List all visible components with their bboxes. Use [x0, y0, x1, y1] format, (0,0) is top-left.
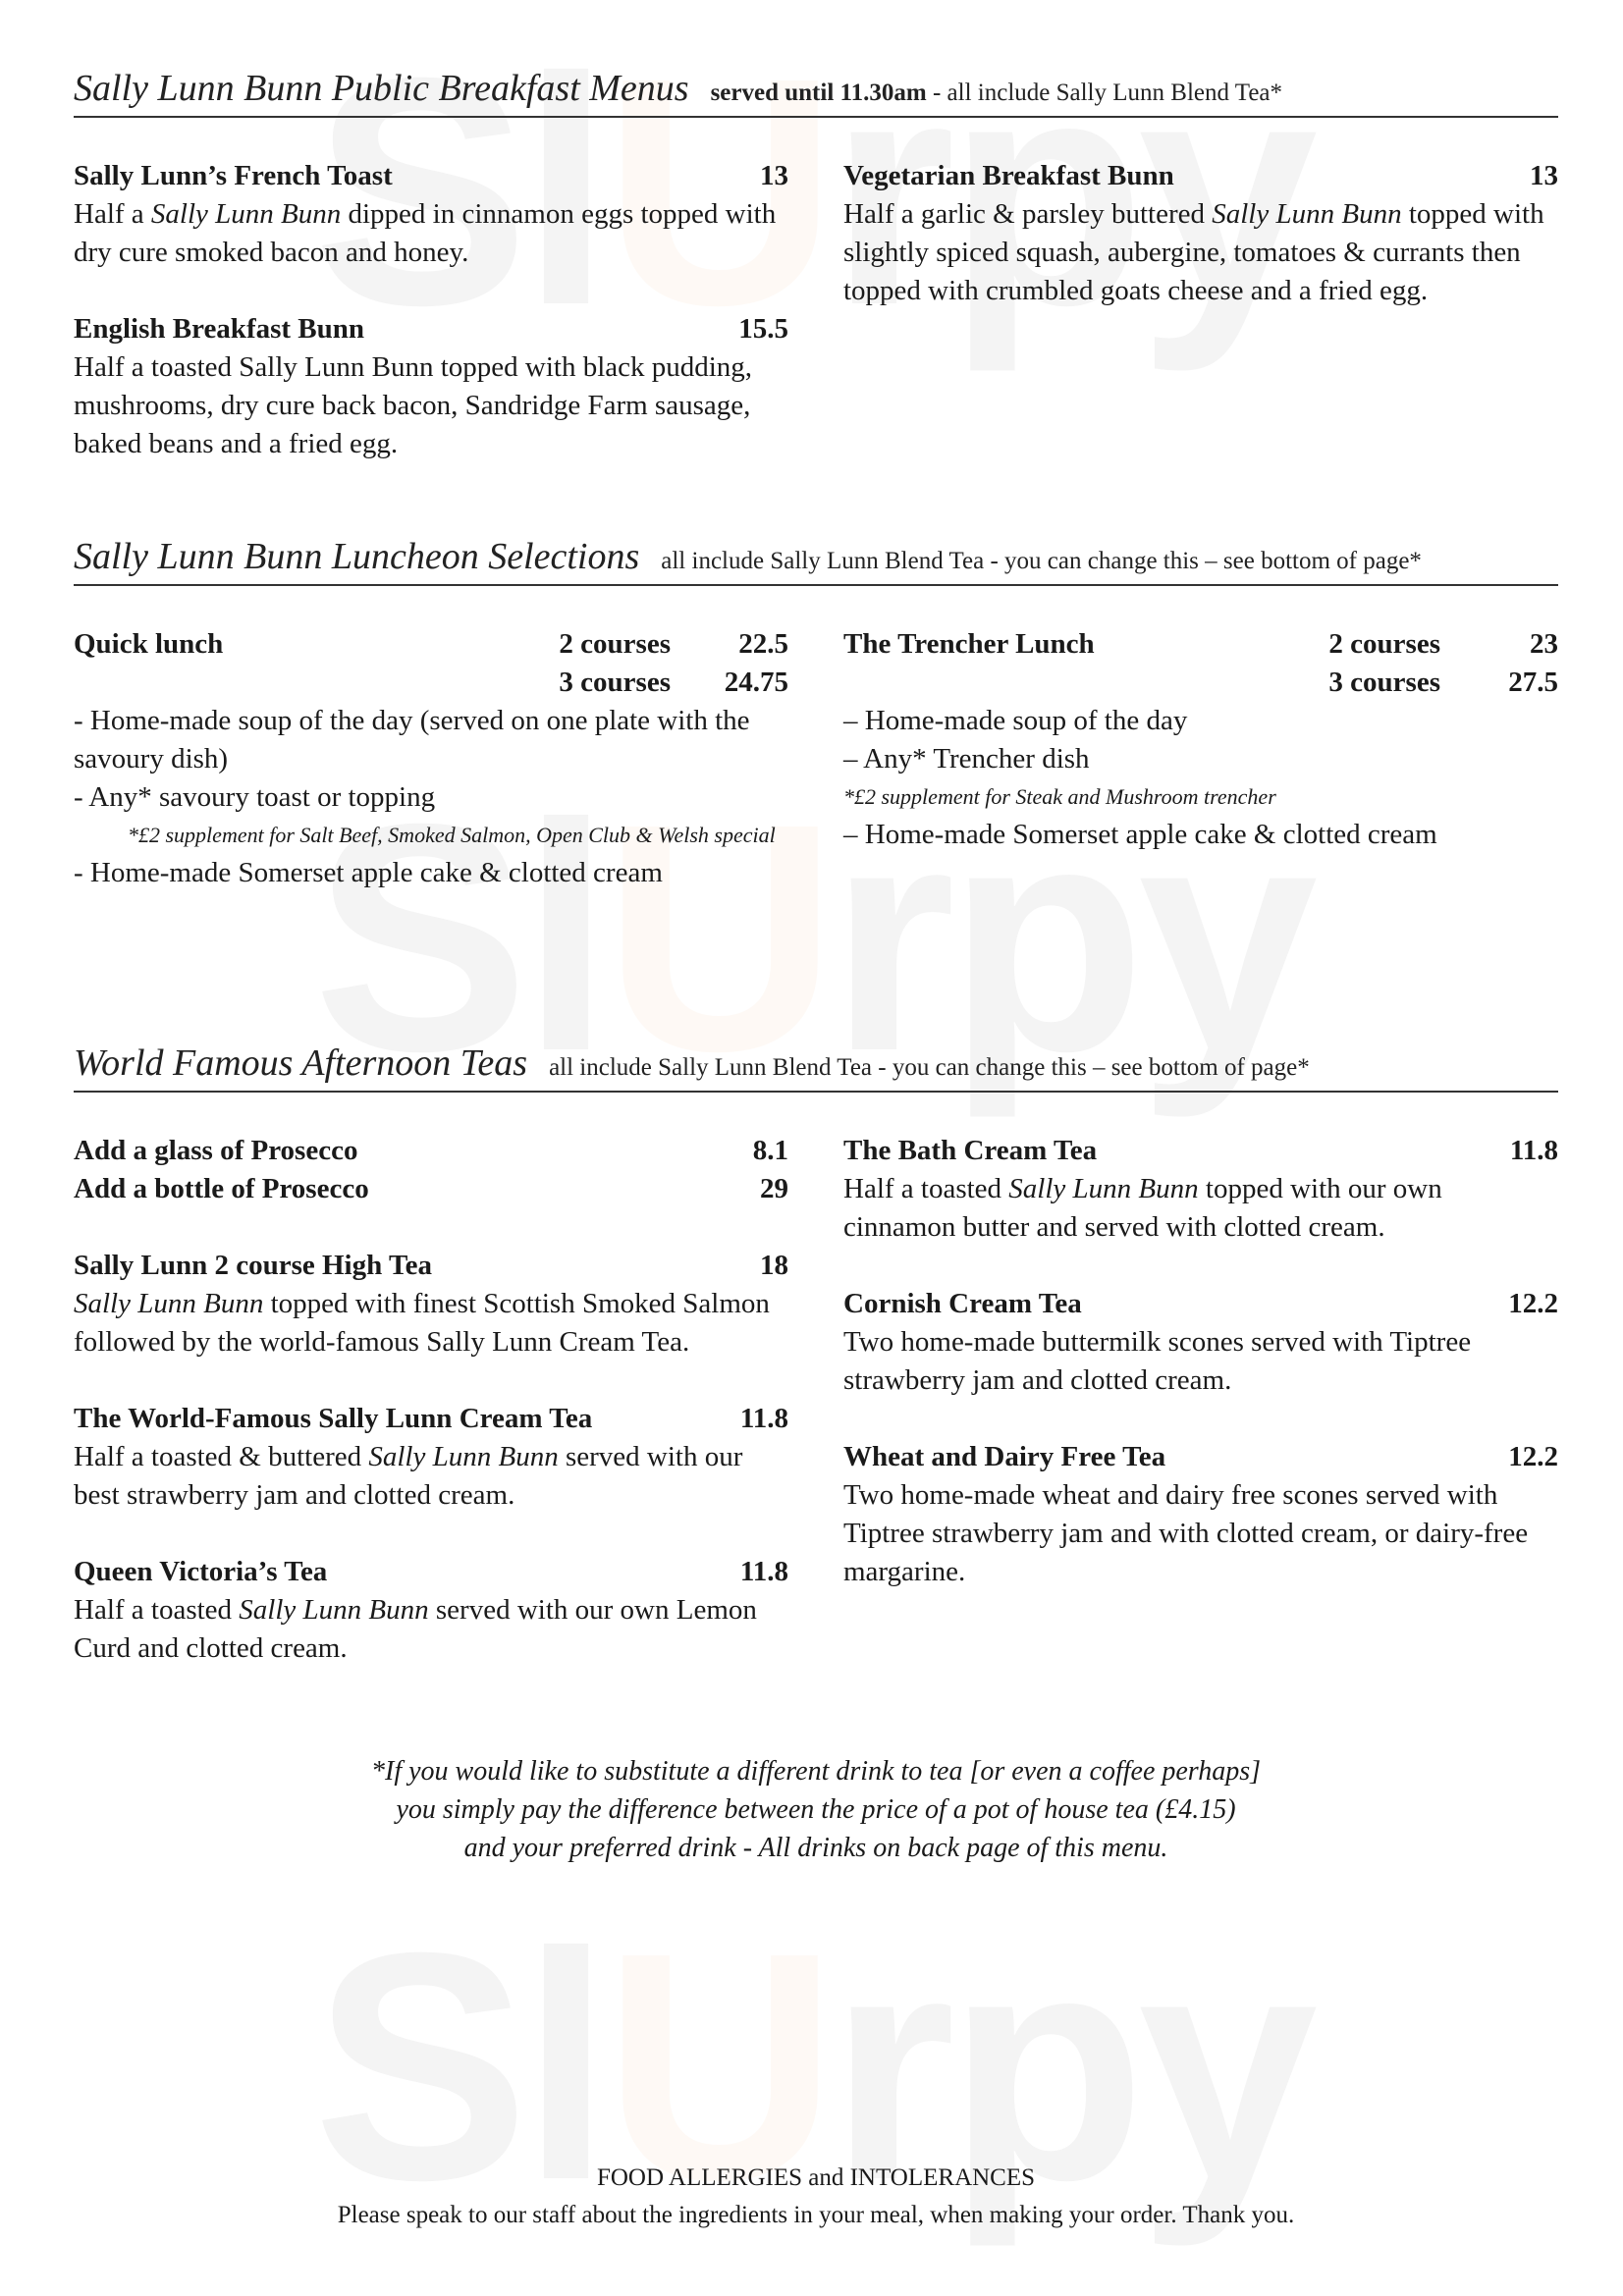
course-line: – Any* Trencher dish	[843, 743, 1090, 774]
item-description: Half a toasted & buttered Sally Lunn Bunn served with our best strawberry jam and clotted cream.	[74, 1441, 743, 1511]
luncheon-title: Sally Lunn Bunn Luncheon Selections	[74, 536, 640, 577]
quick-lunch-column	[74, 625, 788, 892]
item-name: Add a glass of Prosecco	[74, 1135, 358, 1166]
item-description: Two home-made buttermilk scones served with Tiptree strawberry jam and clotted cream.	[843, 1326, 1472, 1396]
luncheon-section	[74, 535, 1558, 892]
supplement-note: *£2 supplement for Steak and Mushroom trencher	[843, 784, 1276, 809]
item-name: Add a bottle of Prosecco	[74, 1173, 369, 1204]
item-price: 12.2	[1508, 1441, 1558, 1472]
prosecco-options	[74, 1132, 788, 1208]
menu-item	[74, 310, 788, 463]
breakfast-section	[74, 67, 1558, 502]
allergy-notice	[74, 2160, 1558, 2234]
menu-item	[74, 1553, 788, 1668]
afternoon-left-column	[74, 1132, 788, 1706]
item-description: Half a garlic & parsley buttered Sally Lunn Bunn topped with slightly spiced squash, aubergine, tomatoes & currants then topped with crumbled goats cheese and a fried egg.	[843, 198, 1544, 306]
luncheon-note: all include Sally Lunn Blend Tea - you can change this – see bottom of page*	[661, 548, 1422, 574]
item-name: English Breakfast Bunn	[74, 313, 365, 345]
item-price: 11.8	[739, 1556, 788, 1587]
breakfast-columns	[74, 157, 1558, 502]
menu-item	[74, 1247, 788, 1362]
allergy-text: Please speak to our staff about the ingredients in your meal, when making your order. Thank you.	[337, 2202, 1295, 2228]
course-price: 22.5	[738, 628, 788, 660]
item-name: The World-Famous Sally Lunn Cream Tea	[74, 1403, 593, 1434]
trencher-lunch-column	[843, 625, 1558, 892]
course-line: - Home-made soup of the day (served on one plate with the savoury dish)	[74, 705, 750, 774]
substitution-note	[74, 1752, 1558, 1867]
quick-lunch-course-row	[74, 664, 788, 702]
substitution-line: and your preferred drink - All drinks on back page of this menu.	[463, 1833, 1168, 1863]
trencher-lunch-course-row	[843, 664, 1558, 702]
course-price: 27.5	[1508, 667, 1558, 698]
item-name: The Bath Cream Tea	[843, 1135, 1098, 1166]
item-description: Half a Sally Lunn Bunn dipped in cinnamon eggs topped with dry cure smoked bacon and honey.	[74, 198, 777, 268]
item-name: Quick lunch	[74, 628, 224, 660]
item-price: 13	[1530, 160, 1558, 191]
course-label: 2 courses	[1328, 628, 1440, 660]
menu-item	[843, 157, 1558, 310]
menu-item	[843, 1285, 1558, 1400]
item-name: Sally Lunn 2 course High Tea	[74, 1250, 433, 1281]
breakfast-left-column	[74, 157, 788, 502]
item-description: Sally Lunn Bunn topped with finest Scottish Smoked Salmon followed by the world-famous Sally Lunn Cream Tea.	[74, 1288, 770, 1358]
item-description: Half a toasted Sally Lunn Bunn served with our own Lemon Curd and clotted cream.	[74, 1594, 757, 1664]
item-description: Half a toasted Sally Lunn Bunn topped with our own cinnamon butter and served with clotted cream.	[843, 1173, 1442, 1243]
course-line: - Home-made Somerset apple cake & clotted cream	[74, 857, 663, 888]
luncheon-header	[74, 535, 1558, 586]
afternoon-note: all include Sally Lunn Blend Tea - you can change this – see bottom of page*	[549, 1054, 1310, 1081]
breakfast-note: served until 11.30am - all include Sally Lunn Blend Tea*	[710, 80, 1283, 106]
item-description: Two home-made wheat and dairy free scones served with Tiptree strawberry jam and with clotted cream, or dairy-free margarine.	[843, 1479, 1529, 1587]
item-name: Queen Victoria’s Tea	[74, 1556, 328, 1587]
menu-item	[843, 1438, 1558, 1591]
item-price: 11.8	[739, 1403, 788, 1434]
substitution-line: you simply pay the difference between the price of a pot of house tea (£4.15)	[396, 1794, 1236, 1825]
item-price: 11.8	[1509, 1135, 1558, 1166]
quick-lunch-header	[74, 625, 788, 664]
course-line: – Home-made soup of the day	[843, 705, 1188, 736]
course-label: 3 courses	[559, 667, 671, 698]
luncheon-columns	[74, 625, 1558, 892]
item-name: Cornish Cream Tea	[843, 1288, 1082, 1319]
afternoon-section	[74, 1041, 1558, 1706]
menu-item	[74, 157, 788, 272]
afternoon-header	[74, 1041, 1558, 1093]
item-price: 29	[760, 1173, 788, 1204]
item-name: Vegetarian Breakfast Bunn	[843, 160, 1174, 191]
item-price: 12.2	[1508, 1288, 1558, 1319]
item-description: Half a toasted Sally Lunn Bunn topped with black pudding, mushrooms, dry cure back bacon, Sandridge Farm sausage, baked beans and a fried egg.	[74, 351, 753, 459]
supplement-note: *£2 supplement for Salt Beef, Smoked Salmon, Open Club & Welsh special	[128, 823, 776, 847]
item-price: 15.5	[738, 313, 788, 345]
trencher-lunch-header	[843, 625, 1558, 664]
menu-item	[843, 1132, 1558, 1247]
breakfast-right-column	[843, 157, 1558, 502]
course-line: – Home-made Somerset apple cake & clotted cream	[843, 819, 1437, 850]
course-line: - Any* savoury toast or topping	[74, 781, 436, 813]
afternoon-right-column	[843, 1132, 1558, 1706]
breakfast-title: Sally Lunn Bunn Public Breakfast Menus	[74, 68, 689, 109]
item-name: The Trencher Lunch	[843, 628, 1095, 660]
menu-item	[74, 1400, 788, 1515]
item-price: 18	[760, 1250, 788, 1281]
item-name: Sally Lunn’s French Toast	[74, 160, 393, 191]
course-label: 3 courses	[1328, 667, 1440, 698]
substitution-line: *If you would like to substitute a different drink to tea [or even a coffee perhaps]	[371, 1756, 1261, 1787]
item-price: 8.1	[752, 1135, 788, 1166]
course-label: 2 courses	[559, 628, 671, 660]
allergy-title: FOOD ALLERGIES and INTOLERANCES	[596, 2164, 1036, 2191]
breakfast-header	[74, 67, 1558, 118]
course-price: 24.75	[724, 667, 788, 698]
course-price: 23	[1530, 628, 1558, 660]
afternoon-columns	[74, 1132, 1558, 1706]
afternoon-title: World Famous Afternoon Teas	[74, 1042, 528, 1084]
item-name: Wheat and Dairy Free Tea	[843, 1441, 1166, 1472]
item-price: 13	[760, 160, 788, 191]
